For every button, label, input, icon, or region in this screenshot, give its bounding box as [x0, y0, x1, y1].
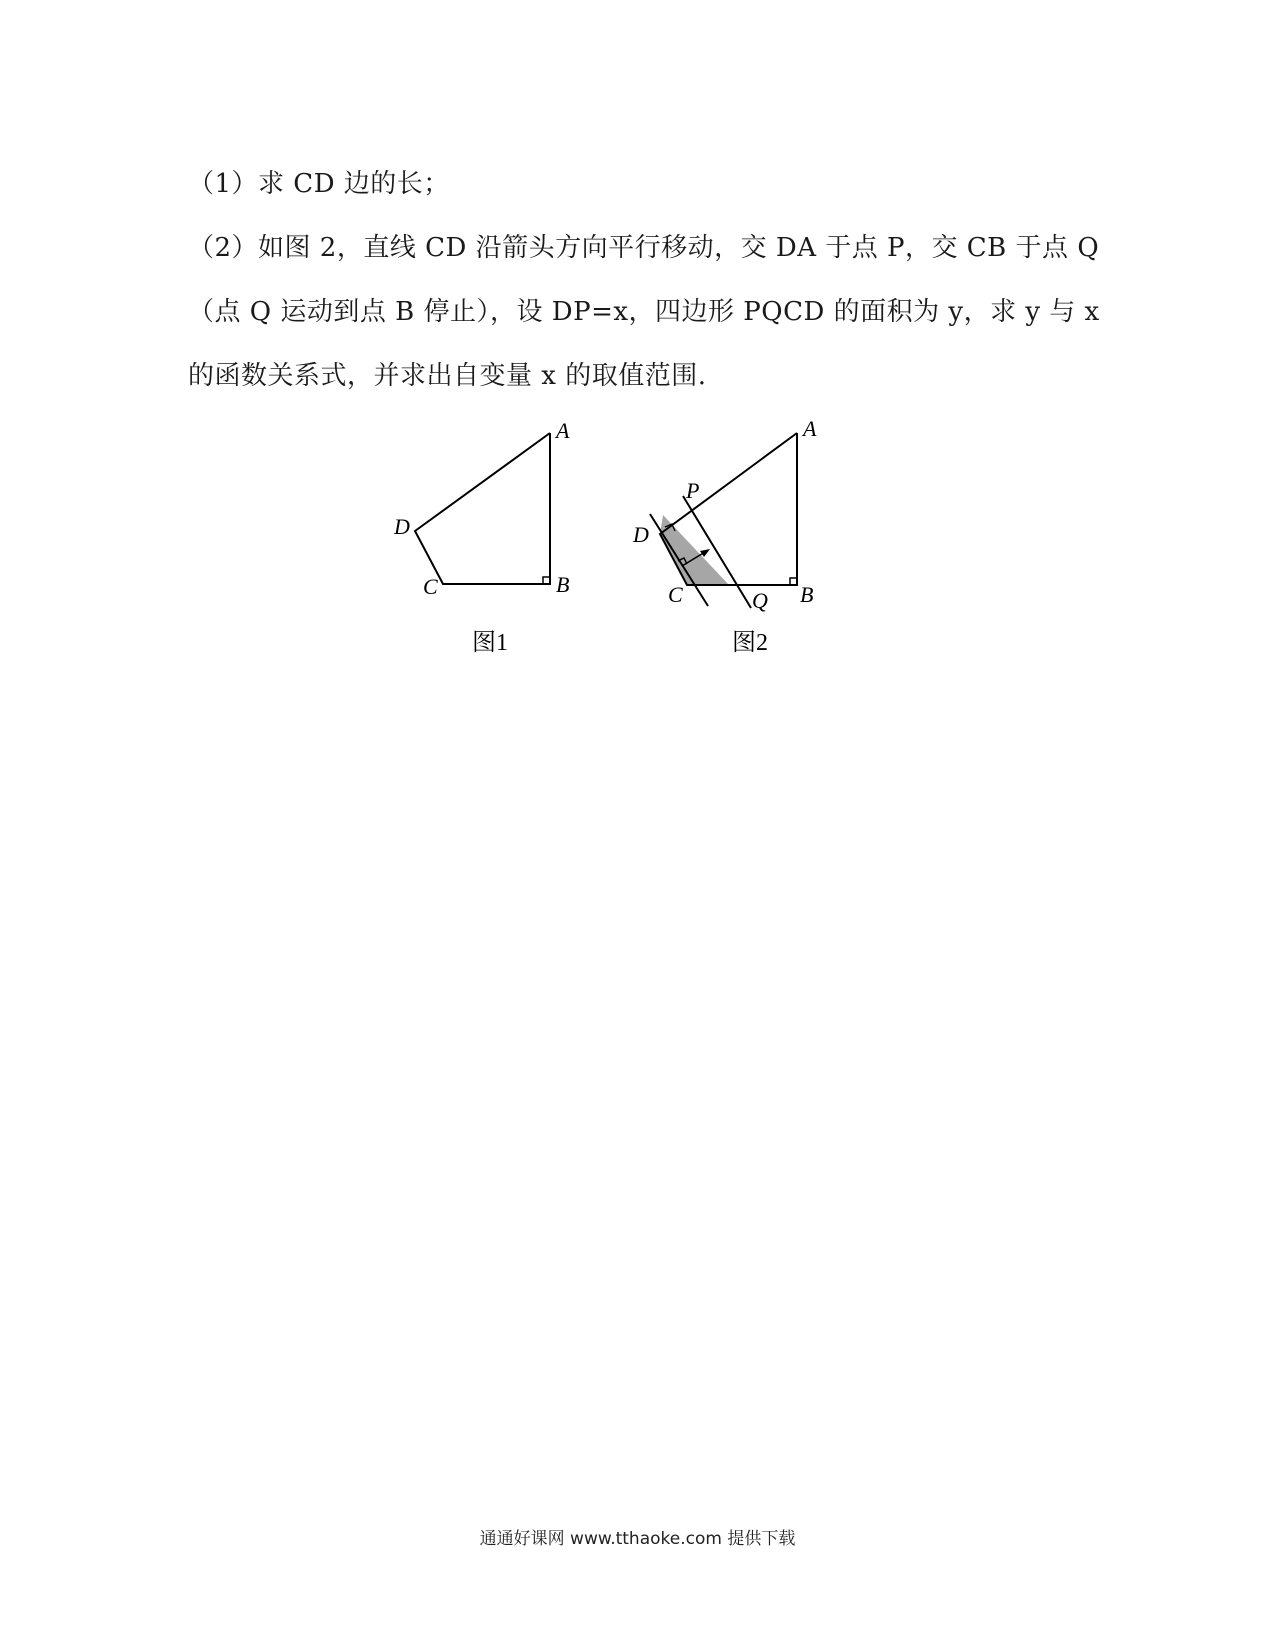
geometry-figures — [394, 416, 850, 690]
caption-fig2: 图2 — [732, 630, 768, 656]
caption-fig1: 图1 — [472, 630, 508, 656]
question-line-3: （点 Q 运动到点 B 停止），设 DP=x，四边形 PQCD 的面积为 y，求 y 与 x — [188, 297, 1100, 327]
question-line-1: （1）求 CD 边的长； — [188, 169, 450, 199]
quadrilateral-abcd-fig1 — [415, 433, 550, 584]
arrow-head — [700, 549, 710, 557]
figure-2 — [632, 416, 817, 656]
label-c-fig1: C — [423, 574, 438, 599]
question-line-4: 的函数关系式，并求出自变量 x 的取值范围. — [188, 361, 707, 391]
label-p-fig2: P — [686, 478, 700, 503]
label-c-fig2: C — [668, 582, 683, 607]
footer-credit: 通通好课网 www.tthaoke.com 提供下载 — [479, 1529, 796, 1549]
label-d-fig2: D — [633, 522, 649, 547]
label-d-fig1: D — [394, 514, 410, 539]
label-a-fig2: A — [803, 416, 817, 441]
question-line-2: （2）如图 2，直线 CD 沿箭头方向平行移动，交 DA 于点 P，交 CB 于点 Q — [188, 233, 1100, 263]
right-angle-mark-b-fig1 — [543, 577, 550, 584]
label-b-fig1: B — [556, 572, 570, 597]
label-a-fig1: A — [556, 418, 570, 443]
figure-1 — [393, 418, 570, 656]
right-angle-mark-b-fig2 — [790, 578, 797, 585]
question-text — [188, 152, 1100, 408]
label-b-fig2: B — [800, 582, 814, 607]
label-q-fig2: Q — [752, 588, 768, 613]
